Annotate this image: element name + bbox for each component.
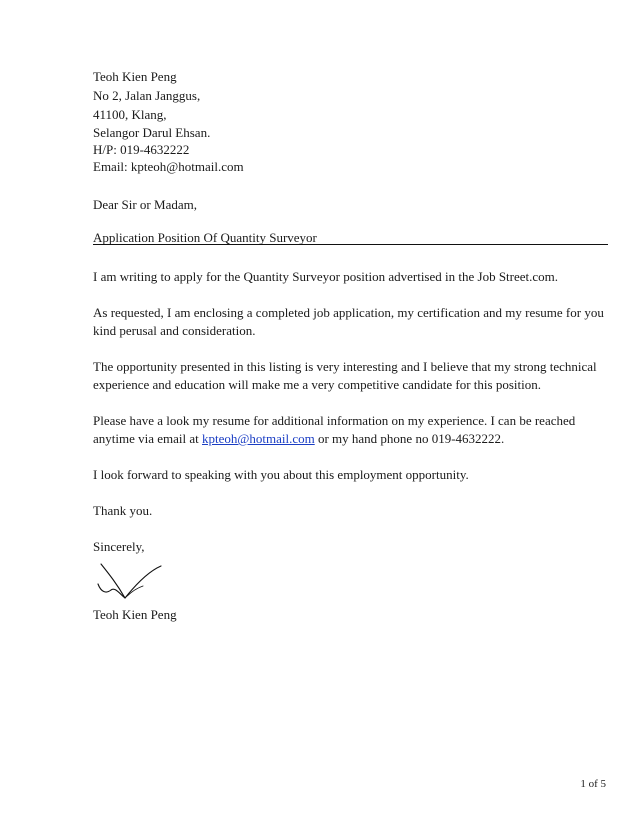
- handwritten-signature: [95, 556, 167, 604]
- sender-address-line-3: Selangor Darul Ehsan.: [93, 125, 211, 140]
- sender-phone: H/P: 019-4632222: [93, 142, 190, 157]
- thanks-line: Thank you.: [93, 503, 153, 518]
- body-paragraph-2: As requested, I am enclosing a completed job application, my certification and my resume for you kind perusal and consideration.: [93, 305, 604, 338]
- sender-address-line-1: No 2, Jalan Janggus,: [93, 88, 201, 103]
- subject-underline: [93, 244, 608, 245]
- sender-email: Email: kpteoh@hotmail.com: [93, 159, 244, 174]
- sender-name: Teoh Kien Peng: [93, 69, 177, 84]
- body-paragraph-5: I look forward to speaking with you about this employment opportunity.: [93, 467, 469, 482]
- contact-text-before: Please have a look my resume for additional information on my experience. I can be reached anytime via email at: [93, 413, 576, 446]
- body-paragraph-3: The opportunity presented in this listing is very interesting and I believe that my strong technical experience and education will make me a very competitive candidate for this position.: [93, 359, 597, 392]
- email-link[interactable]: kpteoh@hotmail.com: [202, 431, 315, 446]
- signature-name: Teoh Kien Peng: [93, 607, 177, 622]
- sender-address-line-2: 41100, Klang,: [93, 107, 167, 122]
- contact-text-after: or my hand phone no 019-4632222.: [314, 431, 505, 446]
- page-number: 1 of 5: [580, 778, 606, 790]
- greeting: Dear Sir or Madam,: [93, 197, 197, 212]
- body-paragraph-4: [93, 412, 608, 448]
- body-paragraph-1: I am writing to apply for the Quantity Surveyor position advertised in the Job Street.com.: [93, 269, 559, 284]
- closing-line: Sincerely,: [93, 539, 145, 554]
- subject-line: Application Position Of Quantity Surveyor: [93, 230, 317, 245]
